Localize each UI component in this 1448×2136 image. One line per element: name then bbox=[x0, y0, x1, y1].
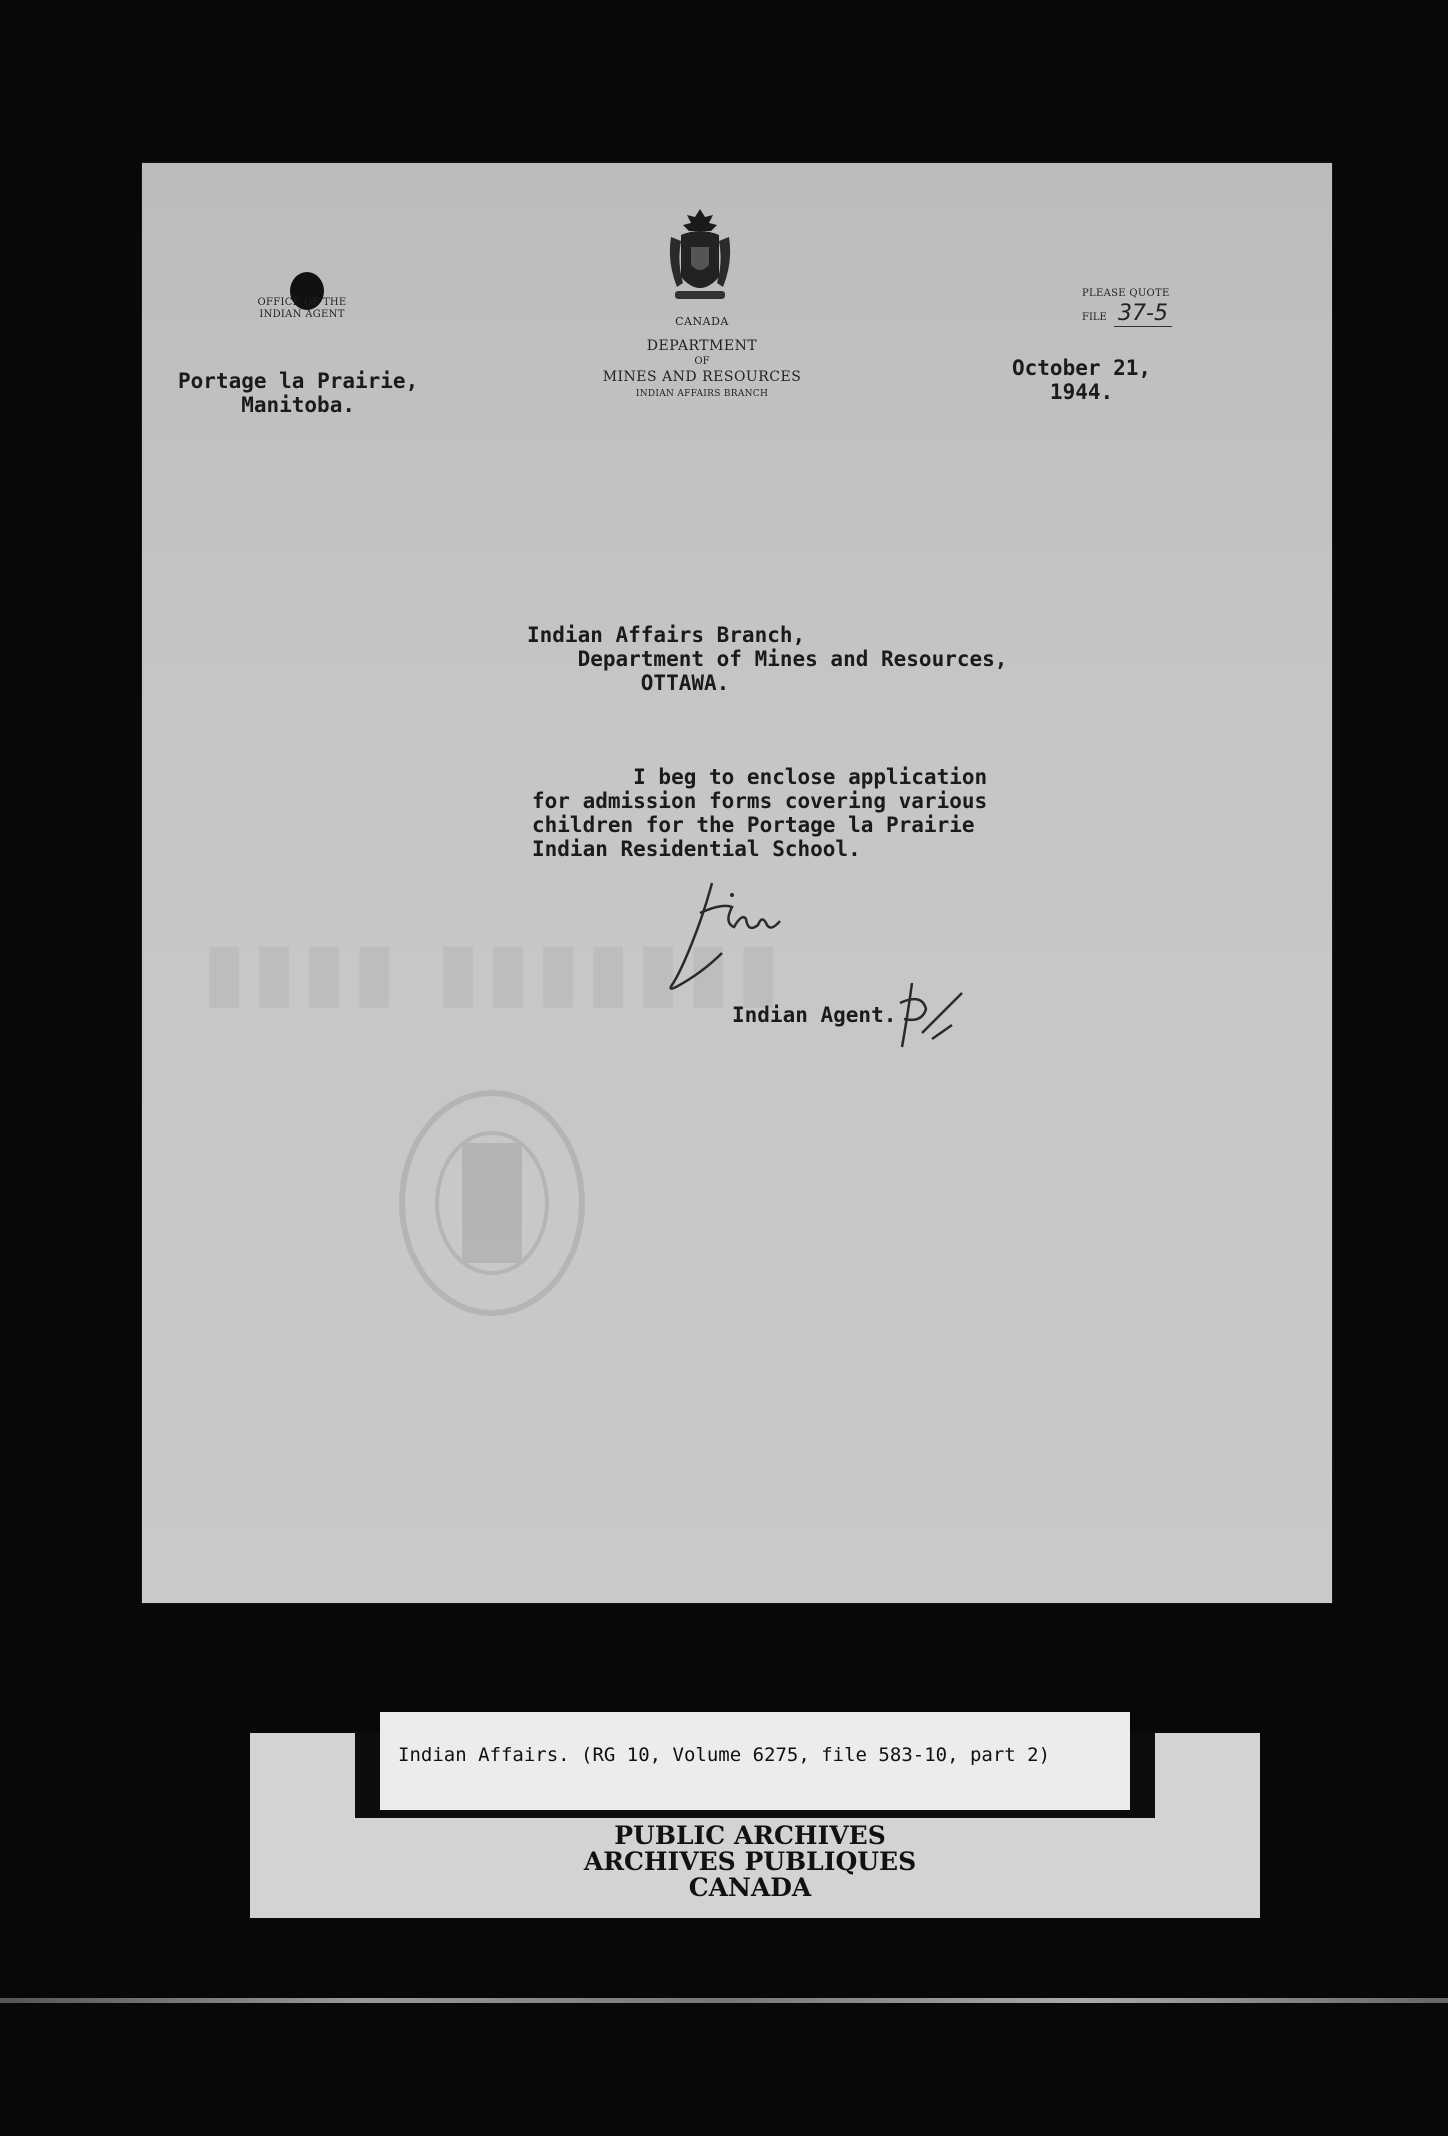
file-line bbox=[1082, 301, 1172, 326]
caption-card bbox=[380, 1712, 1130, 1810]
file-number: 37-5 bbox=[1114, 301, 1172, 327]
archives-line1: PUBLIC ARCHIVES bbox=[614, 1821, 886, 1850]
please-quote-label: PLEASE QUOTE bbox=[1082, 288, 1170, 299]
letter-page bbox=[142, 163, 1332, 1603]
office-line1: OFFICE OF THE bbox=[257, 297, 347, 308]
country-label: CANADA bbox=[675, 315, 729, 328]
archive-caption: Indian Affairs. (RG 10, Volume 6275, file 583-10, part 2) bbox=[398, 1744, 1051, 1766]
archives-line3: CANADA bbox=[688, 1873, 812, 1902]
sender-place bbox=[178, 369, 418, 417]
archives-stamp bbox=[480, 1823, 1020, 1901]
office-line2: INDIAN AGENT bbox=[259, 309, 345, 320]
place-line1: Portage la Prairie, bbox=[178, 369, 419, 393]
film-edge bbox=[0, 1998, 1448, 2003]
signature-role: Indian Agent. bbox=[732, 1003, 897, 1027]
file-label: FILE bbox=[1082, 312, 1107, 323]
address-line3: OTTAWA. bbox=[527, 671, 730, 695]
department-label: DEPARTMENT bbox=[646, 338, 758, 354]
handwritten-signature bbox=[662, 873, 802, 993]
office-label bbox=[237, 297, 367, 321]
date-line1: October 21, bbox=[1012, 356, 1152, 380]
place-line2: Manitoba. bbox=[241, 393, 355, 417]
letter-body bbox=[532, 765, 987, 861]
body-line3: children for the Portage la Prairie bbox=[532, 813, 975, 837]
date-line2: 1944. bbox=[1049, 380, 1114, 404]
department-heading bbox=[572, 315, 832, 399]
recipient-address bbox=[527, 623, 1007, 695]
archives-line2: ARCHIVES PUBLIQUES bbox=[583, 1847, 917, 1876]
canada-crest-icon bbox=[667, 207, 733, 305]
branch-label: INDIAN AFFAIRS BRANCH bbox=[635, 389, 769, 399]
ministry-label: MINES AND RESOURCES bbox=[602, 369, 802, 385]
address-line2: Department of Mines and Resources, bbox=[527, 647, 1008, 671]
faded-seal-watermark bbox=[382, 1083, 602, 1323]
body-line4: Indian Residential School. bbox=[532, 837, 861, 861]
body-line1: I beg to enclose application bbox=[532, 765, 988, 789]
file-reference bbox=[1082, 288, 1172, 326]
address-line1: Indian Affairs Branch, bbox=[527, 623, 806, 647]
of-label: OF bbox=[694, 356, 710, 367]
body-line2: for admission forms covering various bbox=[532, 789, 988, 813]
handwritten-initials bbox=[882, 973, 972, 1053]
letter-date bbox=[1012, 356, 1151, 404]
